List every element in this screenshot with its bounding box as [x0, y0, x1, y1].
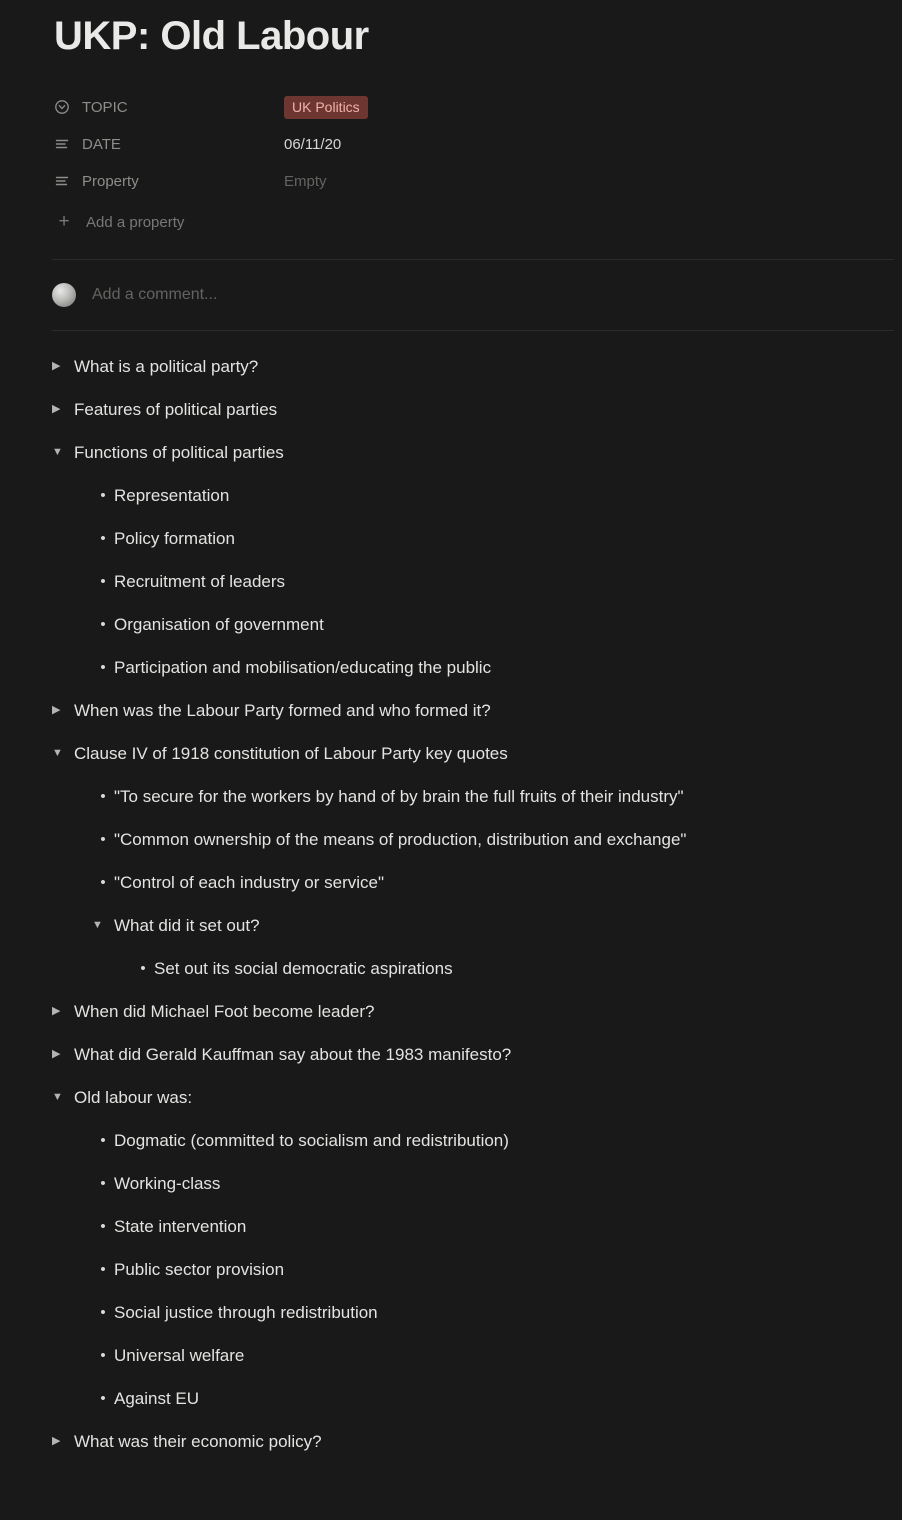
chevron-down-icon[interactable]: ▼	[52, 446, 63, 458]
property-value-topic[interactable]	[284, 96, 368, 119]
list-item[interactable]	[52, 388, 902, 431]
list-item-label: Organisation of government	[114, 615, 324, 634]
chevron-right-icon[interactable]: ▶	[52, 1048, 61, 1060]
property-label-property	[52, 171, 284, 191]
comment-input[interactable]: Add a comment...	[92, 286, 218, 303]
chevron-right-icon[interactable]: ▶	[52, 403, 61, 415]
list-item[interactable]	[92, 1162, 902, 1205]
list-item-label: Working-class	[114, 1174, 221, 1193]
bullet-icon: •	[100, 573, 106, 590]
list-item-label: Clause IV of 1918 constitution of Labour Party key quotes	[74, 744, 508, 763]
list-item[interactable]	[92, 904, 902, 947]
list-item-label: Against EU	[114, 1389, 200, 1408]
list-item[interactable]	[52, 345, 902, 388]
chevron-right-icon[interactable]: ▶	[52, 1435, 61, 1447]
property-list	[0, 64, 902, 239]
property-label-date	[52, 134, 284, 154]
list-item-label: Participation and mobilisation/educating the public	[114, 658, 492, 677]
property-value-property[interactable]: Empty	[284, 172, 327, 190]
list-item[interactable]	[92, 1291, 902, 1334]
list-item-label: "To secure for the workers by hand of by brain the full fruits of their industry"	[114, 787, 684, 806]
list-item-label: State intervention	[114, 1217, 247, 1236]
bullet-icon: •	[100, 1304, 106, 1321]
bullet-icon: •	[100, 788, 106, 805]
chevron-down-icon[interactable]: ▼	[92, 919, 103, 931]
text-lines-icon	[52, 134, 72, 154]
bullet-icon: •	[100, 487, 106, 504]
text-lines-icon	[52, 171, 72, 191]
list-item-label: What is a political party?	[74, 357, 259, 376]
list-item-label: When did Michael Foot become leader?	[74, 1002, 375, 1021]
list-item[interactable]	[52, 1076, 902, 1119]
bullet-icon: •	[100, 874, 106, 891]
bullet-icon: •	[100, 616, 106, 633]
list-item-label: When was the Labour Party formed and who formed it?	[74, 701, 491, 720]
list-item-label: Social justice through redistribution	[114, 1303, 378, 1322]
list-item[interactable]	[92, 560, 902, 603]
list-item[interactable]	[92, 517, 902, 560]
plus-icon: +	[58, 211, 70, 232]
avatar	[52, 283, 76, 307]
bullet-icon: •	[100, 831, 106, 848]
list-item[interactable]	[52, 990, 902, 1033]
topic-icon	[52, 97, 72, 117]
bullet-icon: •	[100, 530, 106, 547]
property-value-date[interactable]: 06/11/20	[284, 135, 342, 153]
list-item[interactable]	[92, 474, 902, 517]
list-item-label: "Common ownership of the means of production, distribution and exchange"	[114, 830, 687, 849]
property-name-property: Property	[82, 172, 139, 190]
outline-list	[0, 331, 902, 1463]
chevron-right-icon[interactable]: ▶	[52, 704, 61, 716]
bullet-icon: •	[100, 1261, 106, 1278]
list-item[interactable]	[52, 431, 902, 474]
property-row-property[interactable]	[52, 164, 902, 198]
page-title: UKP: Old Labour	[54, 14, 369, 58]
list-item-label: Dogmatic (committed to socialism and redistribution)	[114, 1131, 509, 1150]
chevron-down-icon[interactable]: ▼	[52, 747, 63, 759]
list-item-label: Public sector provision	[114, 1260, 285, 1279]
list-item[interactable]	[92, 775, 902, 818]
list-item-label: Old labour was:	[74, 1088, 193, 1107]
list-item[interactable]	[92, 646, 902, 689]
list-item-label: Policy formation	[114, 529, 235, 548]
list-item[interactable]	[52, 1033, 902, 1076]
list-item[interactable]	[92, 603, 902, 646]
list-item[interactable]	[52, 689, 902, 732]
list-item-label: Universal welfare	[114, 1346, 245, 1365]
list-item-label: What did Gerald Kauffman say about the 1983 manifesto?	[74, 1045, 512, 1064]
property-label-topic	[52, 97, 284, 117]
bullet-icon: •	[100, 1390, 106, 1407]
comment-row[interactable]	[0, 260, 902, 330]
list-item[interactable]	[92, 1248, 902, 1291]
list-item-label: "Control of each industry or service"	[114, 873, 385, 892]
list-item[interactable]	[92, 1334, 902, 1377]
list-item-label: Set out its social democratic aspirations	[154, 959, 453, 978]
bullet-icon: •	[100, 659, 106, 676]
bullet-icon: •	[100, 1132, 106, 1149]
bullet-icon: •	[140, 960, 146, 977]
list-item[interactable]	[52, 732, 902, 775]
bullet-icon: •	[100, 1175, 106, 1192]
chevron-right-icon[interactable]: ▶	[52, 1005, 61, 1017]
list-item[interactable]	[52, 1420, 902, 1463]
list-item[interactable]	[92, 1205, 902, 1248]
add-property-button[interactable]	[54, 205, 902, 239]
property-name-topic: TOPIC	[82, 98, 128, 116]
list-item-label: Representation	[114, 486, 230, 505]
list-item[interactable]	[92, 861, 902, 904]
status-badge[interactable]: UK Politics	[284, 96, 368, 119]
list-item[interactable]	[92, 1377, 902, 1420]
add-property-label: Add a property	[86, 213, 185, 231]
list-item-label: Recruitment of leaders	[114, 572, 286, 591]
chevron-down-icon[interactable]: ▼	[52, 1091, 63, 1103]
list-item-label: Features of political parties	[74, 400, 278, 419]
list-item[interactable]	[132, 947, 902, 990]
list-item-label: What was their economic policy?	[74, 1432, 322, 1451]
list-item[interactable]	[92, 818, 902, 861]
property-name-date: DATE	[82, 135, 121, 153]
list-item-label: Functions of political parties	[74, 443, 284, 462]
property-row-date[interactable]	[52, 127, 902, 161]
bullet-icon: •	[100, 1347, 106, 1364]
list-item-label: What did it set out?	[114, 916, 260, 935]
property-row-topic[interactable]	[52, 90, 902, 124]
chevron-right-icon[interactable]: ▶	[52, 360, 61, 372]
bullet-icon: •	[100, 1218, 106, 1235]
list-item[interactable]	[92, 1119, 902, 1162]
